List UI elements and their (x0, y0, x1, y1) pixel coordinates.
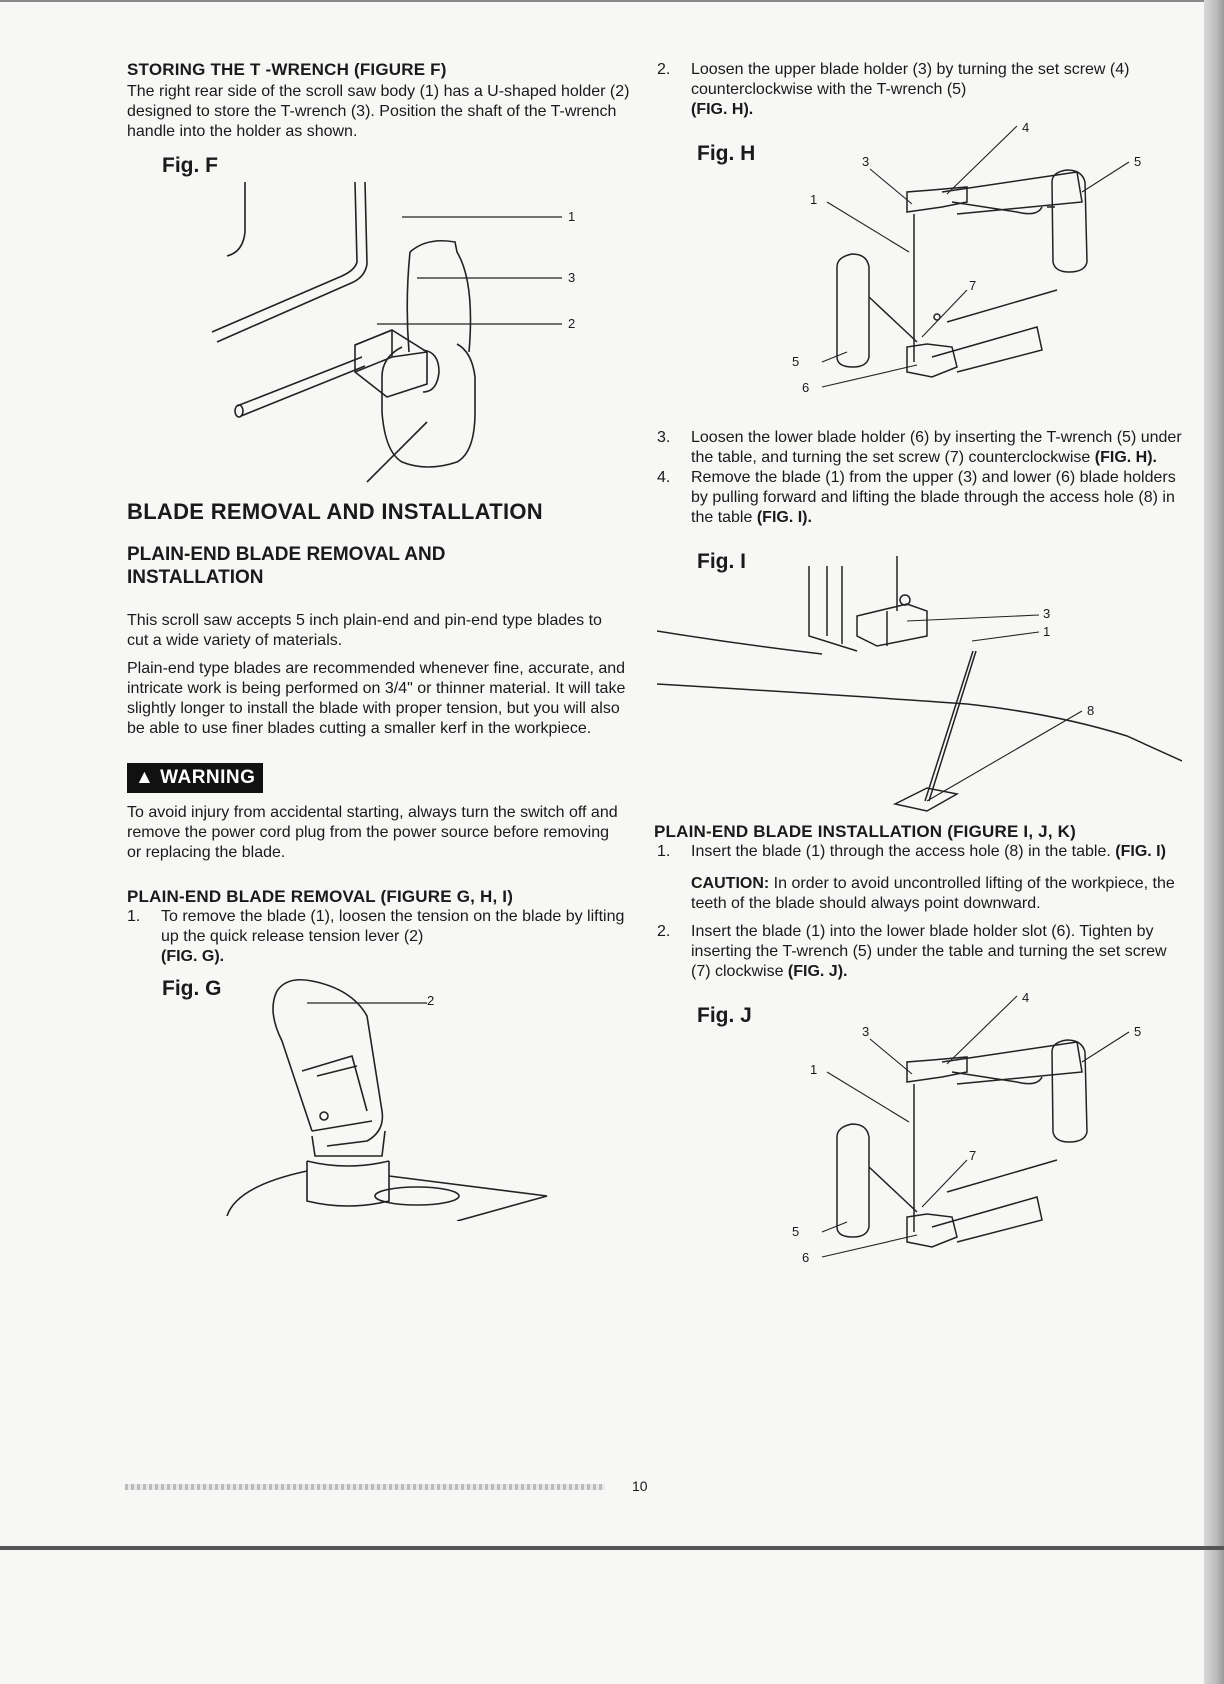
removal-steps (127, 907, 627, 967)
figure-h (657, 122, 1182, 412)
step-ref: (FIG. H). (1094, 449, 1157, 466)
fig-f-callout-1: 1 (568, 209, 576, 224)
page-number: 10 (632, 1478, 648, 1494)
step-text: To remove the blade (1), loosen the tension on the blade by lifting up the quick release tension lever (2) (161, 908, 625, 945)
step-text: Remove the blade (1) from the upper (3) and lower (6) blade holders by pulling forward and lifting the blade through the access hole (8) in the table (691, 469, 1176, 526)
fig-j-callout-7: 7 (969, 1148, 977, 1163)
subsection-title: PLAIN-END BLADE REMOVAL AND INSTALLATION (127, 544, 446, 588)
fig-g-callout-2: 2 (427, 993, 435, 1008)
warning-badge (127, 763, 263, 793)
fig-h-callout-4: 4 (1022, 120, 1030, 135)
fig-j-callout-6: 6 (802, 1250, 810, 1265)
step-ref: (FIG. I) (1115, 843, 1166, 860)
para-blade-types: This scroll saw accepts 5 inch plain-end and pin-end type blades to cut a wide variety of materials. (127, 612, 602, 649)
step-number: 2. (657, 61, 671, 78)
warning-label: WARNING (160, 767, 256, 788)
step-ref: (FIG. I). (756, 509, 812, 526)
install-step-1 (657, 842, 1182, 914)
step-number: 3. (657, 429, 671, 446)
figure-f-label: Fig. F (162, 154, 218, 177)
fig-i-callout-1: 1 (1043, 624, 1051, 639)
install-step-2 (657, 922, 1182, 982)
page-edge (1204, 0, 1224, 1684)
removal-step-3 (657, 428, 1182, 468)
fig-h-callout-5b: 5 (792, 354, 800, 369)
step-text: Insert the blade (1) through the access hole (8) in the table. (691, 843, 1111, 860)
figure-h-label: Fig. H (697, 142, 756, 165)
caution-note (691, 874, 1182, 914)
fig-i-callout-8: 8 (1087, 703, 1095, 718)
fig-h-callout-6: 6 (802, 380, 810, 395)
figure-i-label: Fig. I (697, 550, 746, 573)
fig-h-callout-3: 3 (862, 154, 870, 169)
figure-g-drawing (127, 971, 627, 1221)
removal-title: PLAIN-END BLADE REMOVAL (FIGURE G, H, I) (127, 887, 514, 906)
removal-step-1 (127, 907, 627, 967)
footer-rule (125, 1484, 605, 1490)
left-column (127, 60, 630, 1221)
figure-j (657, 992, 1182, 1282)
figure-g (127, 971, 627, 1221)
step-text: Loosen the upper blade holder (3) by turning the set screw (4) counterclockwise with the T-wrench (5) (691, 61, 1130, 98)
fig-j-callout-3: 3 (862, 1024, 870, 1039)
step-ref: (FIG. G). (161, 948, 225, 965)
removal-step-2 (657, 60, 1182, 120)
fig-f-callout-3: 3 (568, 270, 576, 285)
step-text: Insert the blade (1) into the lower blade holder slot (6). Tighten by inserting the T-wrench (5) under the table and turning the set screw (7) clockwise (691, 923, 1167, 980)
step-number: 4. (657, 469, 671, 486)
figure-j-drawing (657, 992, 1182, 1282)
fig-h-callout-5: 5 (1134, 154, 1142, 169)
warning-box (127, 763, 627, 793)
para-plain-end: Plain-end type blades are recommended whenever fine, accurate, and intricate work is being performed on 3/4" or thinner material. It will take slightly longer to install the blade with proper tension, but you will also be able to use finer blades cutting a smaller kerf in the workpiece. (127, 660, 626, 737)
install-title: PLAIN-END BLADE INSTALLATION (FIGURE I, J, K) (654, 822, 1077, 841)
figure-j-label: Fig. J (697, 1004, 752, 1027)
removal-steps-cont (657, 60, 1182, 120)
figure-i-drawing (657, 536, 1182, 816)
figure-i (657, 536, 1182, 816)
figure-g-label: Fig. G (162, 977, 222, 1000)
fig-j-callout-5: 5 (1134, 1024, 1142, 1039)
section-title: BLADE REMOVAL AND INSTALLATION (127, 499, 543, 524)
warning-icon: ▲ (135, 767, 155, 788)
install-steps (657, 842, 1182, 982)
figure-f-drawing (127, 152, 627, 492)
step-number: 1. (657, 843, 671, 860)
fig-f-callout-2: 2 (568, 316, 576, 331)
figure-f (127, 152, 627, 492)
top-rule (0, 0, 1224, 2)
fig-i-callout-3: 3 (1043, 606, 1051, 621)
step-number: 1. (127, 908, 141, 925)
caution-text: In order to avoid uncontrolled lifting of the workpiece, the teeth of the blade should always point downward. (691, 875, 1175, 912)
step-text: Loosen the lower blade holder (6) by inserting the T-wrench (5) under the table, and turning the set screw (7) counterclockwise (691, 429, 1182, 466)
step-ref: (FIG. J). (787, 963, 848, 980)
step-ref: (FIG. H). (691, 101, 754, 118)
removal-steps-cont-2 (657, 428, 1182, 528)
fig-j-callout-4: 4 (1022, 990, 1030, 1005)
fig-h-callout-7: 7 (969, 278, 977, 293)
right-column (654, 60, 1182, 1282)
removal-step-4 (657, 468, 1182, 528)
step-number: 2. (657, 923, 671, 940)
bottom-band (0, 1546, 1224, 1550)
store-text: The right rear side of the scroll saw body (1) has a U-shaped holder (2) designed to store the T-wrench (3). Position the shaft of the T-wrench handle into the holder as shown. (127, 83, 630, 140)
fig-j-callout-1: 1 (810, 1062, 818, 1077)
caution-label: CAUTION: (691, 875, 770, 892)
fig-h-callout-1: 1 (810, 192, 818, 207)
warning-text: To avoid injury from accidental starting, always turn the switch off and remove the power cord plug from the power source before removing or replacing the blade. (127, 804, 618, 861)
store-title: STORING THE T -WRENCH (FIGURE F) (127, 60, 447, 79)
fig-j-callout-5b: 5 (792, 1224, 800, 1239)
